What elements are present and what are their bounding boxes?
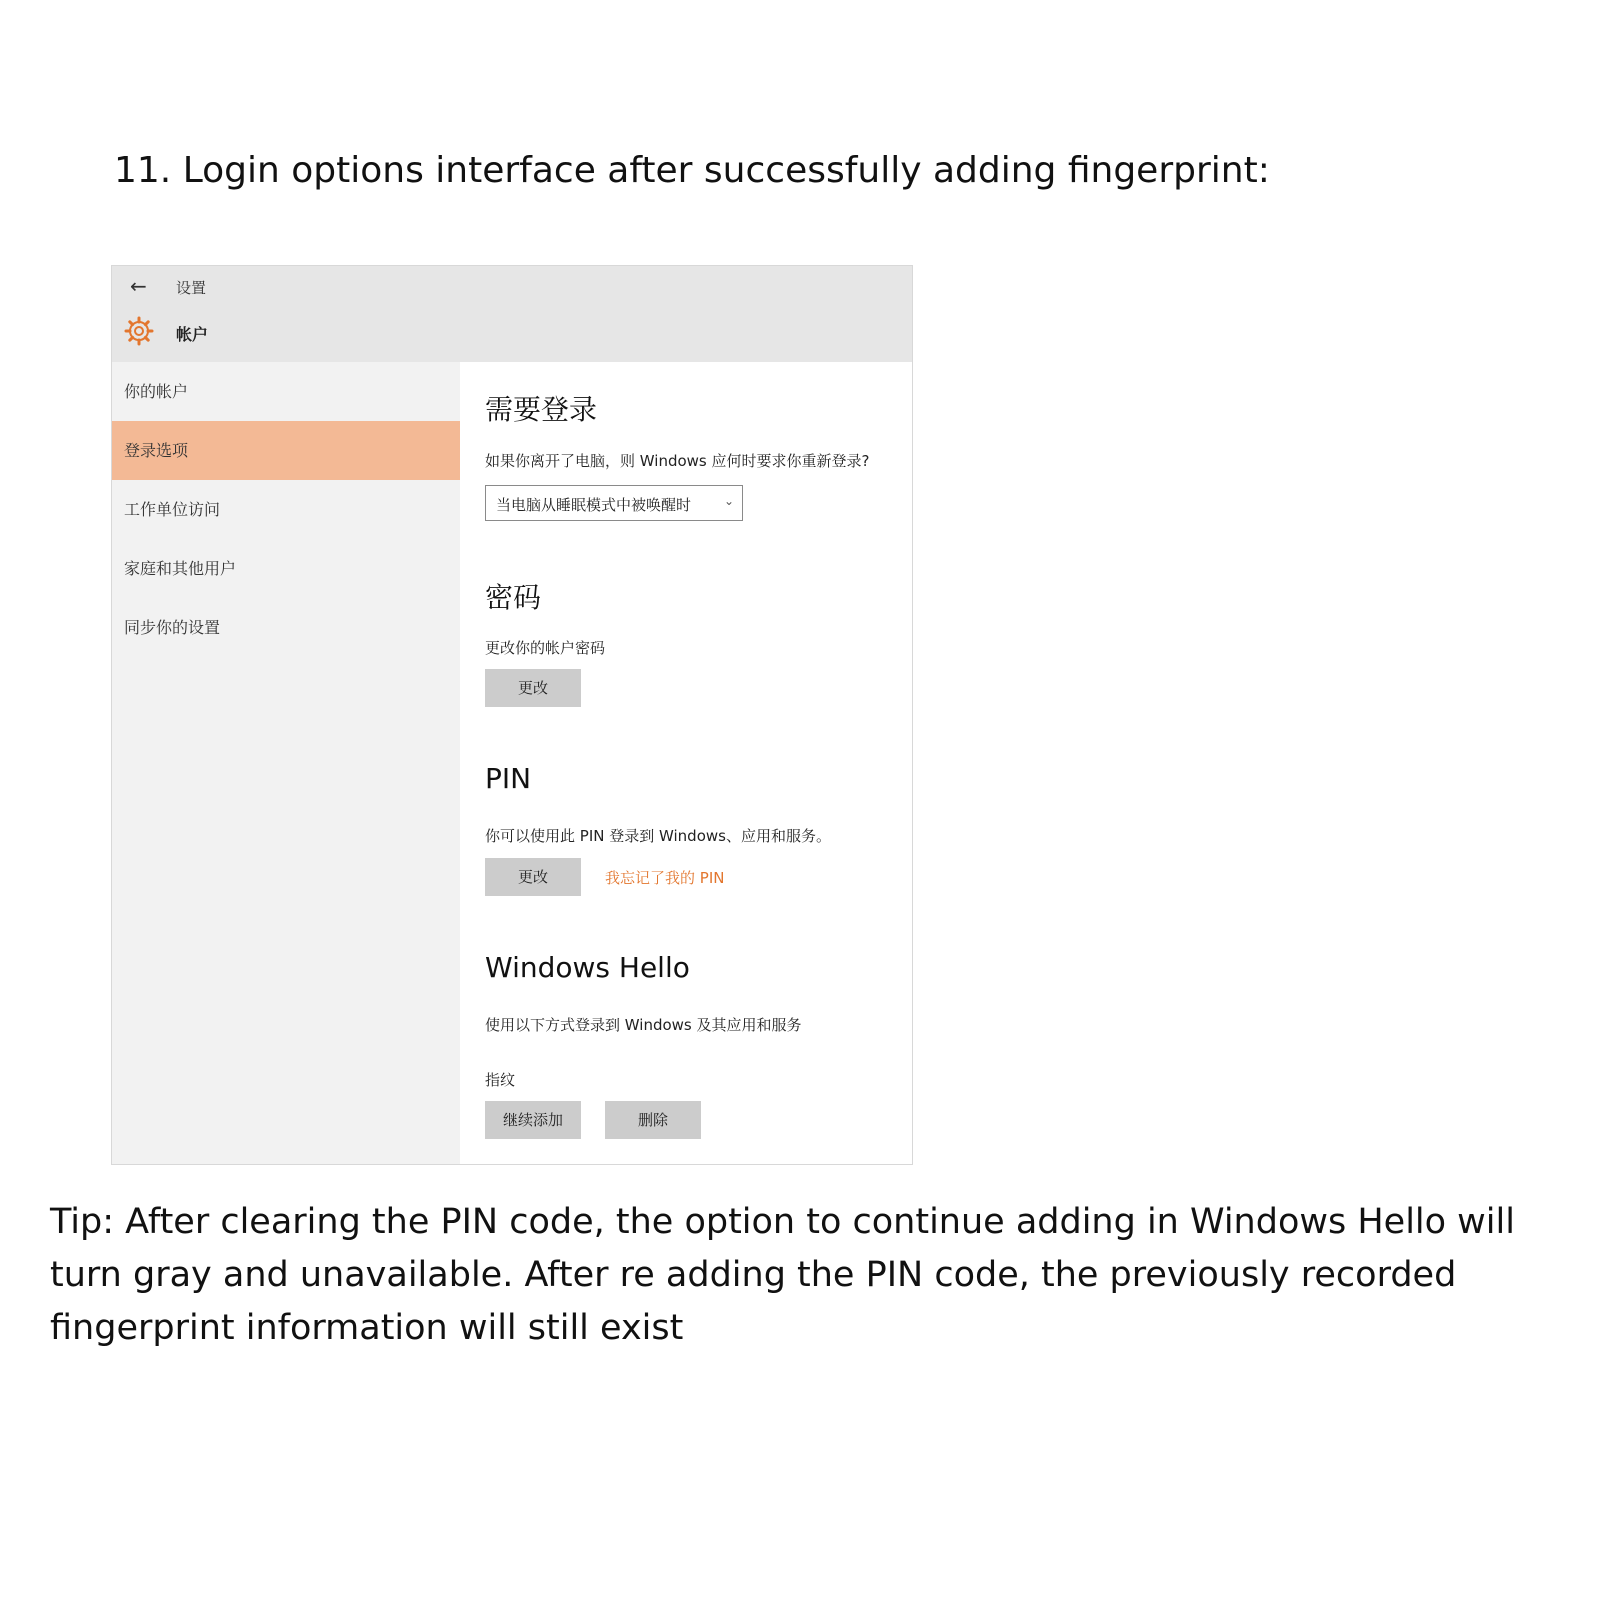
require-signin-question: 如果你离开了电脑，则 Windows 应何时要求你重新登录? [485, 452, 870, 470]
sidebar-item-your-account[interactable]: 你的帐户 [124, 382, 189, 401]
windows-hello-heading: Windows Hello [485, 951, 690, 984]
chevron-down-icon: ⌄ [723, 494, 734, 508]
window-header [112, 266, 912, 362]
change-pin-button[interactable]: 更改 [485, 858, 581, 896]
step-title: 11. Login options interface after successfully adding fingerprint: [114, 150, 1270, 191]
sidebar-item-work-access[interactable]: 工作单位访问 [124, 500, 221, 519]
pin-heading: PIN [485, 762, 532, 795]
continue-adding-button[interactable]: 继续添加 [485, 1101, 581, 1139]
change-password-button[interactable]: 更改 [485, 669, 581, 707]
sidebar [112, 362, 460, 1164]
sidebar-item-sync-settings[interactable]: 同步你的设置 [124, 618, 221, 637]
back-arrow-icon[interactable]: ← [130, 274, 147, 298]
sidebar-item-sign-in-options[interactable]: 登录选项 [112, 421, 460, 480]
password-heading: 密码 [485, 581, 542, 614]
sidebar-item-family-users[interactable]: 家庭和其他用户 [124, 559, 237, 578]
forgot-pin-link[interactable]: 我忘记了我的 PIN [605, 869, 725, 887]
gear-icon [124, 316, 154, 346]
fingerprint-label: 指纹 [485, 1071, 516, 1089]
remove-fingerprint-button[interactable]: 删除 [605, 1101, 701, 1139]
require-signin-dropdown[interactable] [485, 485, 743, 521]
require-signin-heading: 需要登录 [485, 393, 598, 426]
pin-desc: 你可以使用此 PIN 登录到 Windows、应用和服务。 [485, 827, 831, 845]
content-pane [460, 362, 912, 1164]
password-desc: 更改你的帐户密码 [485, 639, 606, 657]
section-title: 帐户 [176, 325, 209, 344]
dropdown-value: 当电脑从睡眠模式中被唤醒时 [496, 496, 692, 514]
settings-window [111, 265, 913, 1165]
windows-hello-desc: 使用以下方式登录到 Windows 及其应用和服务 [485, 1016, 802, 1034]
window-title: 设置 [176, 279, 207, 297]
tip-text: Tip: After clearing the PIN code, the option to continue adding in Windows Hello will turn gray and unavailable. After re adding the PIN code, the previously recorded fingerprint information will still exist [50, 1202, 1515, 1348]
